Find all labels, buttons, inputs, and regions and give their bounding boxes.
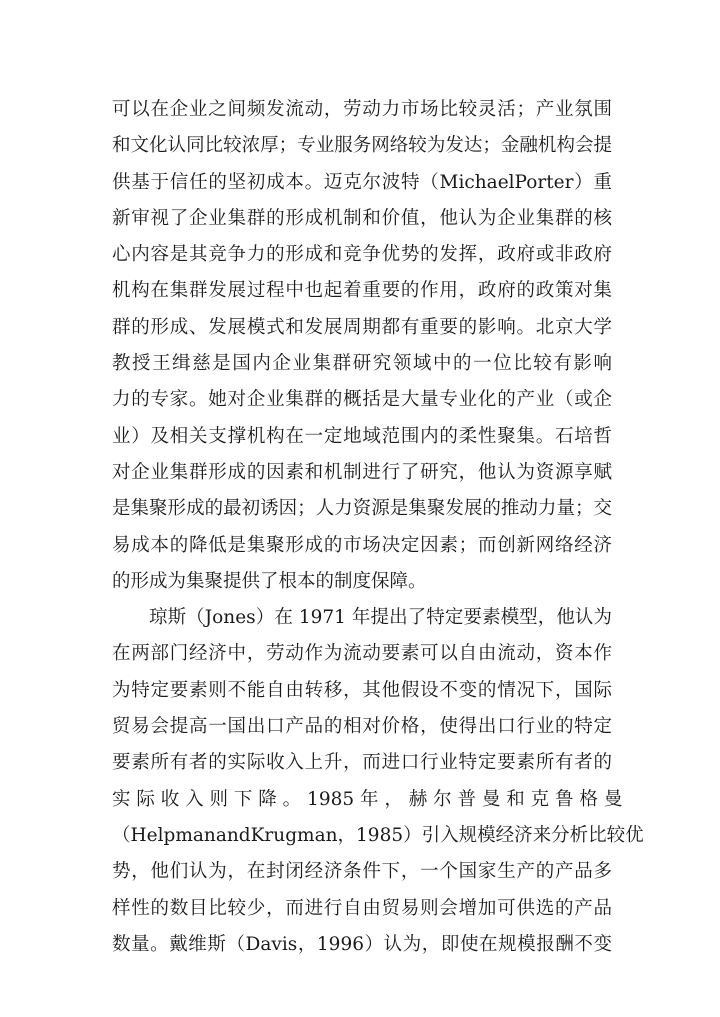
text-line: 势，他们认为，在封闭经济条件下，一个国家生产的产品多 — [112, 861, 612, 883]
body-text — [112, 92, 644, 963]
text-line: 群的形成、发展模式和发展周期都有重要的影响。北京大学 — [112, 316, 612, 338]
text-line: （HelpmanandKrugman，1985）引入规模经济来分析比较优 — [112, 824, 644, 846]
text-line: 新审视了企业集群的形成机制和价值，他认为企业集群的核 — [112, 207, 612, 229]
text-line: 业）及相关支撑机构在一定地域范围内的柔性聚集。石培哲 — [112, 425, 612, 447]
text-line: 贸易会提高一国出口产品的相对价格，使得出口行业的特定 — [112, 716, 612, 738]
text-line: 实 际 收 入 则 下 降 。 1985 年 ， 赫 尔 普 曼 和 克 鲁 格 曼 — [112, 788, 623, 810]
text-line: 易成本的降低是集聚形成的市场决定因素；而创新网络经济 — [112, 534, 612, 556]
text-line: 数量。戴维斯（Davis，1996）认为，即使在规模报酬不变 — [112, 933, 612, 955]
text-line: 样性的数目比较少，而进行自由贸易则会增加可供选的产品 — [112, 897, 612, 919]
text-line: 是集聚形成的最初诱因；人力资源是集聚发展的推动力量；交 — [112, 498, 612, 520]
text-line: 对企业集群形成的因素和机制进行了研究，他认为资源享赋 — [112, 461, 612, 483]
text-line: 的形成为集聚提供了根本的制度保障。 — [112, 570, 427, 592]
text-line: 机构在集群发展过程中也起着重要的作用，政府的政策对集 — [112, 280, 612, 302]
text-line: 要素所有者的实际收入上升，而进口行业特定要素所有者的 — [112, 752, 612, 774]
text-line: 供基于信任的坚初成本。迈克尔波特（MichaelPorter）重 — [112, 171, 612, 193]
text-line: 心内容是其竞争力的形成和竞争优势的发挥，政府或非政府 — [112, 244, 612, 266]
text-line: 琼斯（Jones）在 1971 年提出了特定要素模型，他认为 — [149, 607, 612, 629]
text-line: 在两部门经济中，劳动作为流动要素可以自由流动，资本作 — [112, 643, 612, 665]
text-line: 教授王缉慈是国内企业集群研究领域中的一位比较有影响 — [112, 353, 612, 375]
paragraph-2 — [112, 600, 644, 963]
text-line: 为特定要素则不能自由转移，其他假设不变的情况下，国际 — [112, 679, 612, 701]
text-line: 可以在企业之间频发流动，劳动力市场比较灵活；产业氛围 — [112, 99, 612, 120]
text-line: 和文化认同比较浓厚；专业服务网络较为发达；金融机构会提 — [112, 135, 612, 157]
text-line: 力的专家。她对企业集群的概括是大量专业化的产业（或企 — [112, 389, 612, 411]
paragraph-1 — [112, 92, 612, 600]
